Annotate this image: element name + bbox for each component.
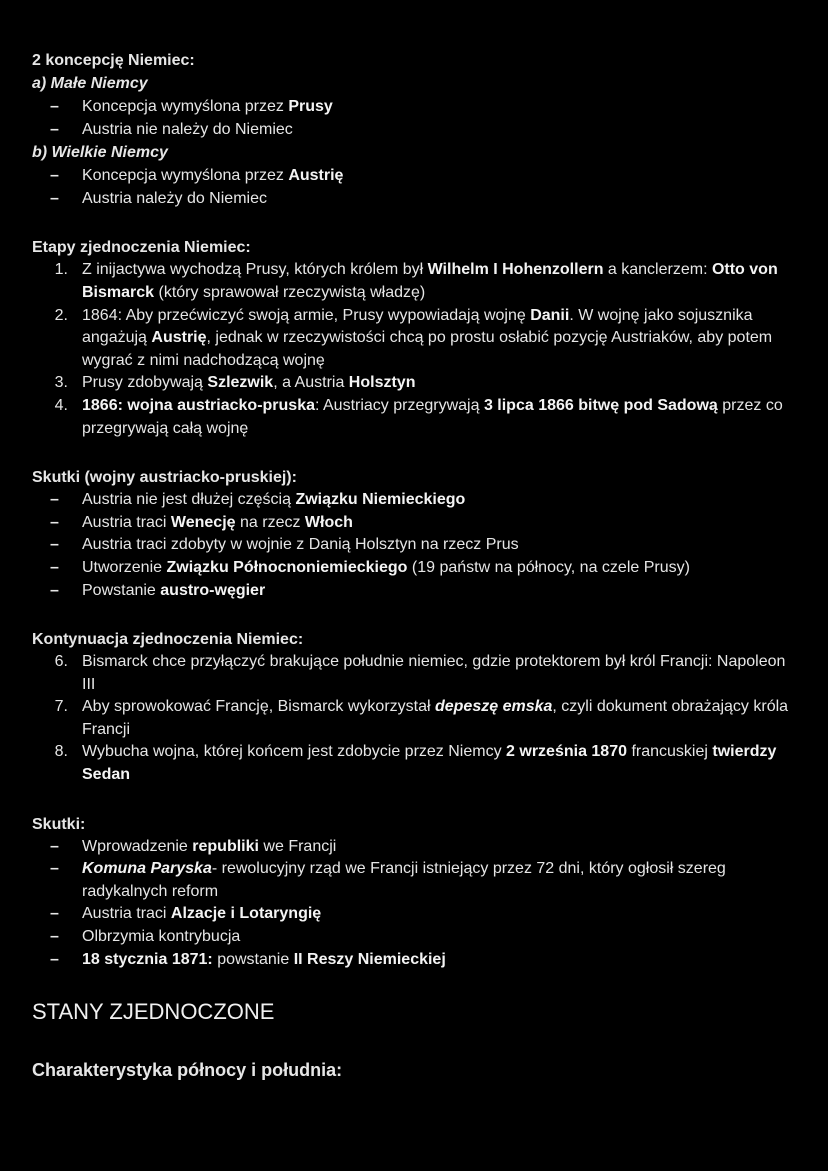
text: Wprowadzenie bbox=[82, 837, 193, 855]
list-item bbox=[32, 741, 797, 786]
dash-bullet-icon: – bbox=[50, 950, 59, 968]
text: : Austriacy przegrywają bbox=[314, 396, 484, 414]
dash-bullet-icon: – bbox=[50, 491, 59, 509]
section-heading: Skutki: bbox=[32, 815, 86, 833]
dash-bullet-icon: – bbox=[50, 581, 59, 599]
text: Aby sprowokować Francję, Bismarck wykorzystał bbox=[82, 698, 435, 716]
dash-bullet-icon: – bbox=[50, 837, 59, 855]
section-heading: 2 koncepcję Niemiec: bbox=[32, 52, 195, 69]
text: , a Austria bbox=[273, 374, 349, 392]
list-number: 3. bbox=[54, 374, 68, 392]
text: Austria nie jest dłużej częścią bbox=[82, 491, 296, 509]
section-heading: Etapy zjednoczenia Niemiec: bbox=[32, 239, 251, 257]
bold-text: 1866: wojna austriacko-pruska bbox=[82, 396, 315, 414]
list-number: 4. bbox=[54, 396, 68, 414]
group-label: b) Wielkie Niemcy bbox=[32, 144, 168, 162]
list-number: 2. bbox=[54, 306, 68, 324]
bold-text: Danii bbox=[530, 306, 570, 324]
text: Koncepcja wymyślona przez bbox=[82, 167, 289, 185]
text: powstanie bbox=[212, 950, 294, 968]
dash-bullet-icon: – bbox=[50, 860, 59, 878]
text: Olbrzymia kontrybucja bbox=[82, 928, 241, 946]
list-item bbox=[32, 534, 797, 557]
bold-text: II Reszy Niemieckiej bbox=[293, 950, 446, 968]
list-item bbox=[32, 96, 797, 119]
text: Utworzenie bbox=[82, 558, 167, 576]
dash-bullet-icon: – bbox=[50, 536, 59, 554]
list-item bbox=[32, 903, 797, 926]
section-heading: Kontynuacja zjednoczenia Niemiec: bbox=[32, 631, 304, 649]
text: Prusy zdobywają bbox=[82, 374, 208, 392]
text: a kanclerzem: bbox=[603, 261, 712, 279]
text: Austria należy do Niemiec bbox=[82, 189, 267, 207]
list-item bbox=[32, 557, 797, 580]
list-item bbox=[32, 119, 797, 142]
bold-text: austro-węgier bbox=[160, 581, 266, 599]
section bbox=[32, 628, 797, 787]
dash-bullet-icon: – bbox=[50, 558, 59, 576]
text: - rewolucyjny rząd we Francji istniejący przez 72 dni, który ogłosił szereg radykalnych reform bbox=[82, 860, 726, 900]
numbered-list bbox=[32, 259, 797, 440]
bold-text: Szlezwik bbox=[207, 374, 274, 392]
bold-text: Związku Północnoniemieckiego bbox=[166, 558, 408, 576]
list-item bbox=[32, 858, 797, 903]
text: Austria traci zdobyty w wojnie z Danią Holsztyn na rzecz Prus bbox=[82, 536, 519, 554]
bold-text: 2 września 1870 bbox=[506, 743, 627, 761]
chapter-heading: STANY ZJEDNOCZONE bbox=[32, 999, 275, 1025]
text: Austria nie należy do Niemiec bbox=[82, 120, 293, 138]
section-heading: Skutki (wojny austriacko-pruskiej): bbox=[32, 469, 297, 487]
text: Z inijactywa wychodzą Prusy, których królem był bbox=[82, 261, 428, 279]
bold-text: 3 lipca 1866 bitwę pod Sadową bbox=[483, 396, 718, 414]
section bbox=[32, 49, 797, 210]
text: , czyli dokument obrażający króla Francji bbox=[82, 698, 789, 738]
text: . W wojnę jako sojusznika angażują bbox=[82, 306, 753, 347]
bold-text: Wilhelm I Hohenzollern bbox=[427, 261, 604, 279]
section bbox=[32, 466, 797, 602]
list-item bbox=[32, 580, 797, 603]
text: Koncepcja wymyślona przez bbox=[82, 98, 289, 115]
list-item bbox=[32, 489, 797, 512]
bold-text: republiki bbox=[192, 837, 259, 855]
list-item bbox=[32, 188, 797, 211]
text: Austria traci bbox=[82, 905, 171, 923]
text: Austria traci bbox=[82, 513, 171, 531]
text: (który sprawował rzeczywistą władzę) bbox=[154, 283, 426, 301]
group-label: a) Małe Niemcy bbox=[32, 75, 148, 92]
list-item bbox=[32, 836, 797, 859]
bold-text: Holsztyn bbox=[348, 374, 416, 392]
text: na rzecz bbox=[235, 513, 305, 531]
text: , jednak w rzeczywistości chcą po prostu osłabić pozycję Austriaków, aby potem wygrać z nimi nadchodzącą wojnę bbox=[82, 329, 773, 369]
bold-italic-text: Komuna Paryska bbox=[82, 860, 212, 878]
list-number: 6. bbox=[54, 653, 68, 671]
bold-text: Włoch bbox=[304, 513, 353, 531]
text: Bismarck chce przyłączyć brakujące południe niemiec, gdzie protektorem był król Francji: Napoleon III bbox=[82, 653, 786, 693]
list-number: 7. bbox=[54, 698, 68, 716]
list-number: 1. bbox=[54, 261, 68, 279]
bold-text: Wenecję bbox=[170, 513, 236, 531]
bold-text: Związku Niemieckiego bbox=[295, 491, 466, 509]
list-item bbox=[32, 949, 797, 972]
text: Wybucha wojna, której końcem jest zdobycie przez Niemcy bbox=[82, 743, 507, 761]
text: (19 państw na północy, na czele Prusy) bbox=[407, 558, 690, 576]
list-item bbox=[32, 926, 797, 949]
list-item bbox=[32, 372, 797, 395]
bold-text: Austrię bbox=[151, 329, 207, 347]
numbered-list bbox=[32, 651, 797, 787]
text: Powstanie bbox=[82, 581, 161, 599]
bold-text: 18 stycznia 1871: bbox=[82, 950, 213, 968]
dash-list bbox=[32, 96, 797, 141]
bold-italic-text: depeszę emska bbox=[434, 698, 553, 716]
subheading: Charakterystyka północy i południa: bbox=[32, 1060, 343, 1081]
list-item bbox=[32, 305, 797, 373]
dash-bullet-icon: – bbox=[50, 928, 59, 946]
dash-bullet-icon: – bbox=[50, 167, 59, 185]
text: francuskiej bbox=[627, 743, 713, 761]
bold-text: Prusy bbox=[288, 98, 333, 115]
dash-bullet-icon: – bbox=[50, 98, 59, 115]
bold-text: Otto von Bismarck bbox=[82, 261, 778, 301]
dash-bullet-icon: – bbox=[50, 120, 59, 138]
text: 1864: Aby przećwiczyć swoją armie, Prusy wypowiadają wojnę bbox=[82, 306, 531, 324]
text: przez co przegrywają całą wojnę bbox=[82, 396, 783, 437]
bold-text: twierdzy Sedan bbox=[82, 743, 777, 784]
section bbox=[32, 236, 797, 440]
dash-list bbox=[32, 836, 797, 972]
list-item bbox=[32, 165, 797, 188]
list-item bbox=[32, 651, 797, 696]
list-number: 8. bbox=[54, 743, 68, 761]
list-item bbox=[32, 395, 797, 440]
bold-text: Alzacje i Lotaryngię bbox=[170, 905, 322, 923]
list-item bbox=[32, 696, 797, 741]
bold-text: Austrię bbox=[288, 167, 344, 185]
dash-list bbox=[32, 165, 797, 210]
document-page bbox=[32, 49, 797, 1083]
sections-container bbox=[32, 49, 797, 971]
dash-bullet-icon: – bbox=[50, 513, 59, 531]
dash-bullet-icon: – bbox=[50, 905, 59, 923]
list-item bbox=[32, 512, 797, 535]
dash-list bbox=[32, 489, 797, 602]
section bbox=[32, 813, 797, 972]
list-item bbox=[32, 259, 797, 304]
dash-bullet-icon: – bbox=[50, 189, 59, 207]
text: we Francji bbox=[258, 837, 337, 855]
